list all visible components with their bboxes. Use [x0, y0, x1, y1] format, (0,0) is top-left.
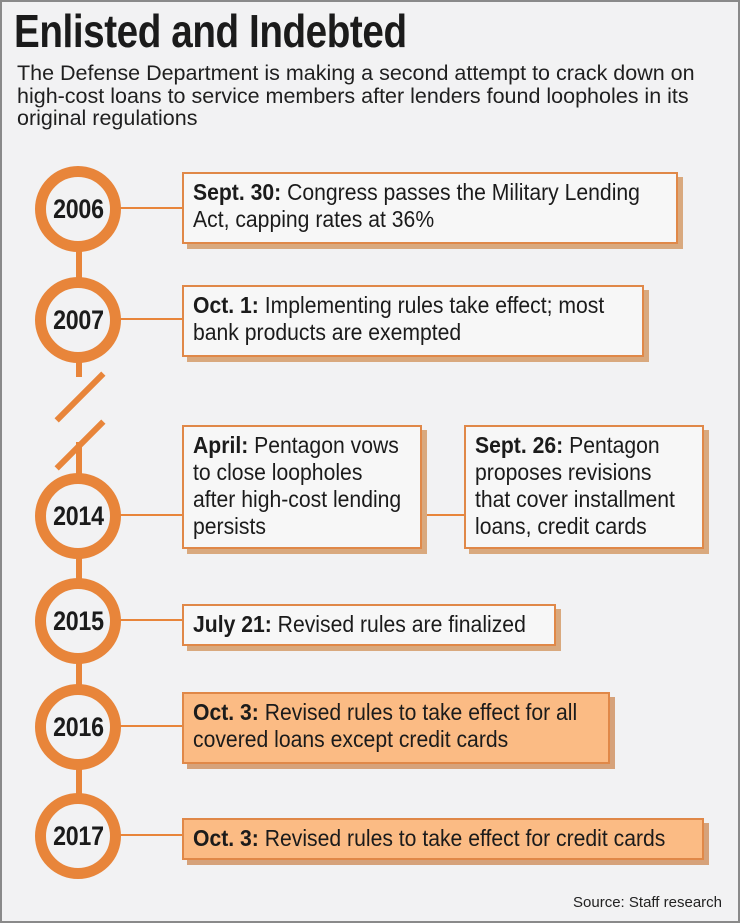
event-box [182, 425, 422, 549]
event-text: Revised rules are finalized [271, 611, 526, 637]
event-box [182, 604, 556, 646]
year-label: 2017 [52, 820, 104, 851]
year-label: 2007 [52, 304, 104, 335]
event-date: Oct. 1: [193, 292, 259, 318]
subtitle: The Defense Department is making a second attempt to crack down on high-cost loans to service members after lenders found loopholes in its original regulations [17, 61, 695, 130]
event-date: July 21: [193, 611, 272, 637]
event-date: Sept. 30: [193, 179, 282, 205]
event-text: Congress passes the Military Lending Act, capping rates at 36% [193, 179, 640, 232]
year-label: 2015 [52, 605, 104, 636]
year-label: 2016 [52, 711, 104, 742]
year-marker-2017 [35, 793, 121, 879]
event-box [182, 285, 644, 357]
year-marker-2006 [35, 166, 121, 252]
event-date: Sept. 26: [475, 432, 564, 458]
event-text: Pentagon vows to close loopholes after high-cost lending persists [193, 432, 402, 539]
event-box [464, 425, 704, 549]
event-box-highlighted [182, 818, 704, 860]
event-text: Implementing rules take effect; most bank products are exempted [193, 292, 605, 345]
event-box [182, 172, 678, 244]
page-title: Enlisted and Indebted [14, 5, 407, 57]
source-note: Source: Staff research [573, 894, 722, 911]
event-date: Oct. 3: [193, 699, 259, 725]
year-marker-2014 [35, 473, 121, 559]
year-label: 2006 [52, 193, 104, 224]
timeline-break-mark [55, 372, 106, 423]
event-text: Revised rules to take effect for all covered loans except credit cards [193, 699, 578, 752]
event-date: Oct. 3: [193, 825, 259, 851]
event-text: Revised rules to take effect for credit cards [258, 825, 666, 851]
event-box-highlighted [182, 692, 610, 764]
year-marker-2007 [35, 277, 121, 363]
connector [422, 514, 464, 516]
year-label: 2014 [52, 500, 104, 531]
year-marker-2016 [35, 684, 121, 770]
event-date: April: [193, 432, 249, 458]
year-marker-2015 [35, 578, 121, 664]
event-text: Pentagon proposes revisions that cover installment loans, credit cards [475, 432, 675, 539]
